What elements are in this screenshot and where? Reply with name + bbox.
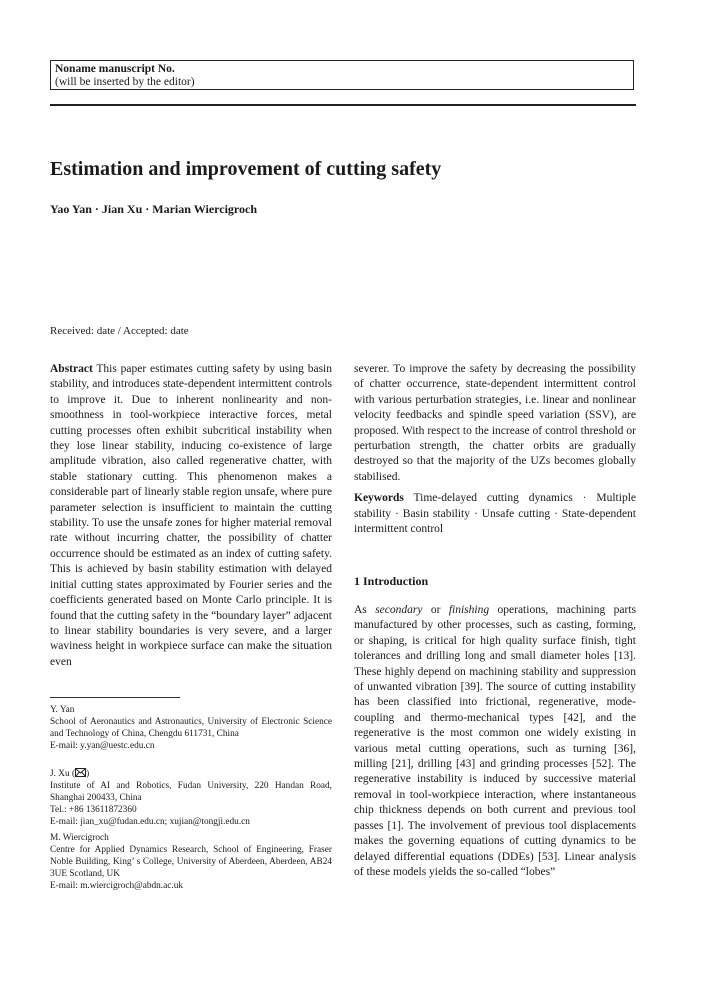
intro-em-secondary: secondary (375, 604, 423, 616)
paper-title: Estimation and improvement of cutting safety (50, 158, 442, 180)
affiliation-name: Y. Yan (50, 705, 75, 715)
affiliation-wiercigroch (50, 832, 332, 892)
abstract-right-column (354, 362, 636, 537)
affiliation-tel: Tel.: +86 13611872360 (50, 805, 137, 815)
affiliation-email: E-mail: m.wiercigroch@abdn.ac.uk (50, 881, 183, 891)
abstract-left-column (50, 362, 332, 670)
affiliation-name: J. Xu (50, 769, 70, 779)
affiliation-yan (50, 704, 332, 752)
envelope-icon (75, 768, 86, 777)
affiliation-xu: J. Xu ( ) Institute of AI and Robotics, Fudan University, 220 Handan Road, Shanghai 200433, China Tel.: +86 13611872360 E-mail: jian_xu@fudan.edu.cn; xujian@tongji.edu.cn (50, 769, 332, 827)
intro-em-finishing: finishing (448, 604, 490, 616)
editor-note: (will be inserted by the editor) (55, 76, 195, 88)
keywords-label: Keywords (354, 492, 404, 505)
manuscript-header-box (50, 60, 634, 90)
abstract-text-left: This paper estimates cutting safety by using basin stability, and introduces state-dependent intermittent controls to improve it. Due to inherent nonlinearity and non-smoothness in tool-workpiece interactive forces, metal cutting processes often exhibit subcritical instability when they lose linear stability, inducing co-existence of large amplitude vibration, also called regenerative chatter, with stable stationary cutting. This phenomenon makes a considerable part of linearly stable region unsafe, where pure parameter selection is insufficient to maintain the cutting stability. To use the unsafe zones for higher material removal rate without incurring chatter, the possibility of chatter occurrence should be estimated as an index of cutting safety. This is achieved by basin stability estimation with delayed initial cutting states approximated by Fourier series and the coefficients generated based on Monte Carlo principle. It is found that the cutting safety in the “boundary layer” adjacent to linear stability boundaries is very severe, and a larger waviness height in workpiece surface can make the situation even (50, 363, 332, 668)
affiliation-address: School of Aeronautics and Astronautics, University of Electronic Science and Technology of China, Chengdu 611731, China (50, 717, 332, 739)
affiliation-name: M. Wiercigroch (50, 833, 109, 843)
section-heading-introduction: 1 Introduction (354, 574, 429, 588)
intro-mid: or (422, 604, 449, 616)
abstract-text-right: severer. To improve the safety by decreasing the possibility of chatter occurrence, state-dependent intermittent control with various perturbation strategies, i.e. linear and nonlinear velocity feedbacks and spindle speed variation (SSV), are proposed. With respect to the increase of control threshold or perturbation strength, the chatter orbits are gradually destroyed so that the majority of the UZs becomes globally stabilised. (354, 363, 636, 483)
author-list: Yao Yan · Jian Xu · Marian Wiercigroch (50, 202, 258, 216)
intro-text: operations, machining parts manufactured by other processes, such as casting, forming, or shaping, is critical for high quality surface finish, tight tolerances and drilling long and small diameter holes [13]. These highly depend on machining stability and suppression of unwanted vibration [39]. The source of cutting instability has been classified into frictional, regenerative, mode-coupling and thermo-mechanical types [42], and the regenerative is the most common one widely existing in various metal cutting operations, such as turning [36], milling [21], drilling [43] and grinding processes [52]. The regenerative instability is induced by successive material removal in tool-workpiece interaction, where instantaneous chip thickness depends on both current and previous tool passes [1]. The involvement of previous tool displacements makes the governing equations of cutting dynamics to be delayed differential equations (DDEs) [53]. Linear analysis of these models yields the so-called “lobes” (354, 604, 636, 878)
affiliation-address: Centre for Applied Dynamics Research, School of Engineering, Fraser Noble Building, King’ s College, University of Aberdeen, Aberdeen, AB24 3UE Scotland, UK (50, 845, 332, 879)
keywords-text: Time-delayed cutting dynamics · Multiple stability · Basin stability · Unsafe cutting · State-dependent intermittent control (354, 492, 636, 536)
affiliation-email: E-mail: jian_xu@fudan.edu.cn; xujian@tongji.edu.cn (50, 817, 250, 827)
introduction-body (354, 603, 636, 880)
affiliation-address: Institute of AI and Robotics, Fudan University, 220 Handan Road, Shanghai 200433, China (50, 781, 332, 803)
abstract-label: Abstract (50, 363, 93, 375)
manuscript-label: Noname manuscript No. (55, 63, 175, 75)
affiliation-email: E-mail: y.yan@uestc.edu.cn (50, 741, 155, 751)
received-date: Received: date / Accepted: date (50, 325, 189, 337)
intro-start: As (354, 604, 376, 616)
header-rule (50, 104, 636, 106)
footnote-rule (50, 697, 180, 698)
